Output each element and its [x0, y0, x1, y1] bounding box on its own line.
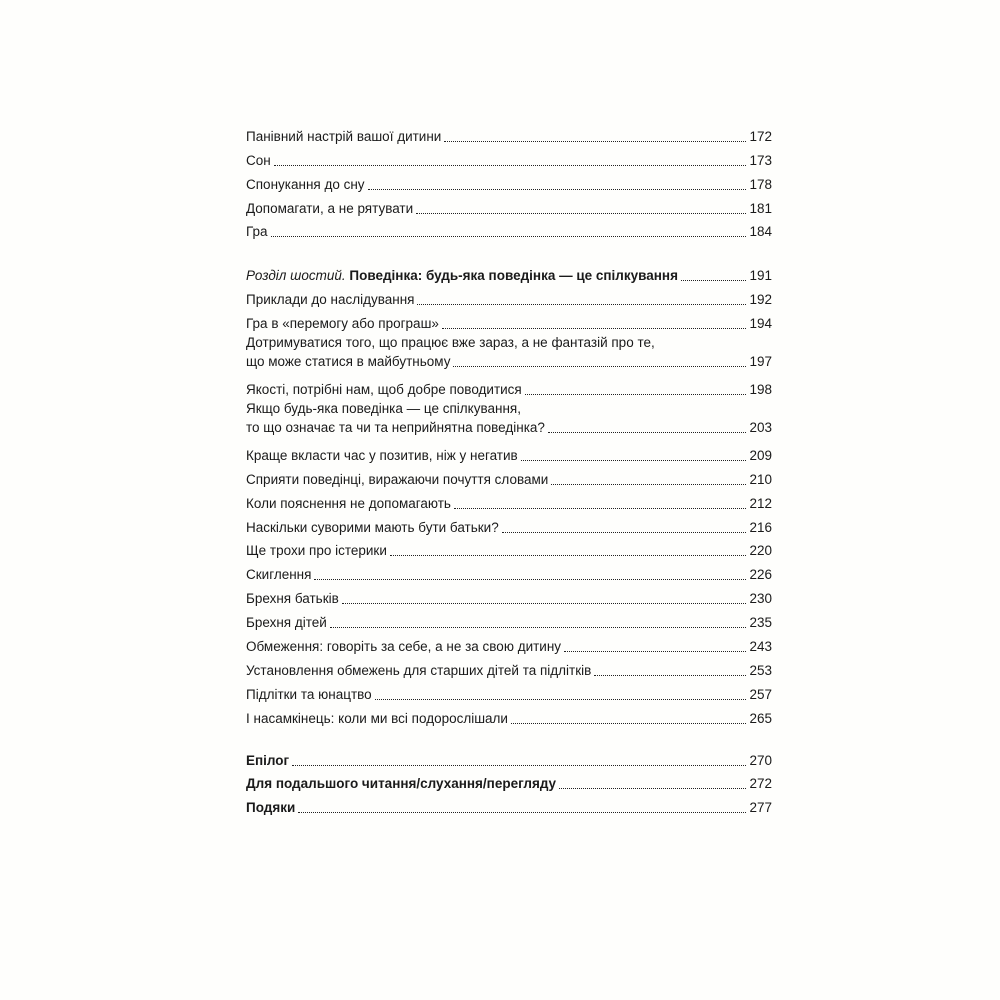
toc-entry-title: Приклади до наслідування [246, 292, 415, 308]
toc-chapter-heading [246, 261, 772, 285]
toc-entry-page: 203 [749, 420, 772, 436]
toc-entry [246, 537, 772, 561]
toc-entry-title: Підлітки та юнацтво [246, 686, 372, 702]
toc-entry [246, 441, 772, 465]
toc-entry [246, 704, 772, 728]
toc-entry-page: 220 [749, 543, 772, 559]
dot-leader [521, 460, 747, 461]
toc-entry [246, 122, 772, 146]
toc-entry-title: Панівний настрій вашої дитини [246, 128, 442, 144]
dot-leader [314, 579, 746, 580]
dot-leader [453, 366, 746, 367]
toc-entry [246, 218, 772, 242]
toc-entry-page: 257 [749, 686, 772, 702]
toc-entry-page: 172 [749, 128, 772, 144]
toc-entry-title: Подяки [246, 800, 296, 816]
toc-entry [246, 399, 772, 441]
toc-entry [246, 375, 772, 399]
dot-leader [442, 328, 747, 329]
dot-leader [502, 532, 747, 533]
toc-entry-page: 270 [749, 752, 772, 768]
toc-entry-title: Сприяти поведінці, виражаючи почуття словами [246, 471, 549, 487]
toc-entry-title: Скиглення [246, 567, 312, 583]
toc-entry [246, 680, 772, 704]
dot-leader [454, 508, 747, 509]
toc-entry-page: 277 [749, 800, 772, 816]
dot-leader [551, 484, 746, 485]
toc-entry [246, 560, 772, 584]
toc-entry-page: 212 [749, 495, 772, 511]
toc-entry-title: Краще вкласти час у позитив, ніж у негатив [246, 447, 518, 463]
chapter-name: Поведінка: будь-яка поведінка — це спілкування [349, 268, 678, 284]
toc-entry-page: 243 [749, 639, 772, 655]
dot-leader [342, 603, 747, 604]
toc-entry [246, 656, 772, 680]
toc-entry-page: 197 [749, 354, 772, 370]
table-of-contents [246, 122, 772, 817]
toc-entry [246, 584, 772, 608]
toc-entry [246, 632, 772, 656]
toc-entry-title: Установлення обмежень для старших дітей та підлітків [246, 662, 592, 678]
dot-leader [594, 675, 746, 676]
toc-entry [246, 746, 772, 770]
toc-entry-page: 191 [749, 268, 772, 284]
section-gap [246, 241, 772, 261]
toc-entry-page: 178 [749, 176, 772, 192]
dot-leader [375, 699, 747, 700]
dot-leader [416, 213, 746, 214]
toc-entry-title: Брехня дітей [246, 615, 327, 631]
toc-entry-title: Наскільки суворими мають бути батьки? [246, 519, 499, 535]
toc-entry [246, 333, 772, 375]
dot-leader [511, 723, 746, 724]
toc-entry-title-line2: що може статися в майбутньому [246, 354, 451, 370]
toc-entry-page: 181 [749, 200, 772, 216]
toc-entry-title: І насамкінець: коли ми всі подорослішали [246, 710, 508, 726]
dot-leader [390, 555, 747, 556]
toc-entry-page: 226 [749, 567, 772, 583]
toc-entry [246, 170, 772, 194]
toc-entry-page: 253 [749, 662, 772, 678]
toc-entry-title-line2-row [246, 352, 772, 371]
toc-entry-title: Гра в «перемогу або програш» [246, 316, 439, 332]
toc-entry-title: Спонукання до сну [246, 176, 365, 192]
toc-entry [246, 285, 772, 309]
toc-entry-title: Ще трохи про істерики [246, 543, 387, 559]
chapter-prefix: Розділ шостий. [246, 268, 346, 284]
dot-leader [559, 788, 746, 789]
toc-entry-page: 230 [749, 591, 772, 607]
toc-entry-title: Сон [246, 152, 271, 168]
toc-entry [246, 465, 772, 489]
dot-leader [368, 189, 747, 190]
toc-entry [246, 146, 772, 170]
toc-entry-page: 198 [749, 382, 772, 398]
toc-entry-title-line1: Дотримуватися того, що працює вже зараз, а не фантазій про те, [246, 335, 655, 351]
dot-leader [274, 165, 747, 166]
toc-entry [246, 309, 772, 333]
toc-entry-page: 209 [749, 447, 772, 463]
dot-leader [330, 627, 747, 628]
toc-entry-title-line2-row [246, 418, 772, 437]
section-gap [246, 728, 772, 746]
toc-entry [246, 770, 772, 794]
toc-entry-page: 235 [749, 615, 772, 631]
toc-entry [246, 793, 772, 817]
toc-entry-title: Гра [246, 224, 268, 240]
toc-entry-title: Коли пояснення не допомагають [246, 495, 451, 511]
toc-entry-title: Обмеження: говоріть за себе, а не за свою дитину [246, 639, 562, 655]
dot-leader [417, 304, 746, 305]
toc-entry-page: 173 [749, 152, 772, 168]
toc-entry [246, 608, 772, 632]
toc-entry-title: Епілог [246, 752, 290, 768]
toc-entry-page: 210 [749, 471, 772, 487]
toc-entry-title: Брехня батьків [246, 591, 339, 607]
dot-leader [525, 394, 747, 395]
dot-leader [292, 765, 746, 766]
toc-entry-page: 216 [749, 519, 772, 535]
dot-leader [298, 812, 746, 813]
toc-entry [246, 194, 772, 218]
toc-entry [246, 489, 772, 513]
toc-entry-page: 192 [749, 292, 772, 308]
dot-leader [548, 432, 747, 433]
toc-entry-title-line1: Якщо будь-яка поведінка — це спілкування, [246, 401, 521, 417]
toc-entry-title: Якості, потрібні нам, щоб добре поводитися [246, 382, 522, 398]
toc-entry-title: Для подальшого читання/слухання/перегляду [246, 776, 557, 792]
toc-entry [246, 513, 772, 537]
toc-entry-page: 265 [749, 710, 772, 726]
toc-entry-page: 194 [749, 316, 772, 332]
dot-leader [564, 651, 746, 652]
dot-leader [444, 141, 746, 142]
toc-entry-title-line2: то що означає та чи та неприйнятна поведінка? [246, 420, 545, 436]
toc-entry-title: Допомагати, а не рятувати [246, 200, 414, 216]
toc-entry-page: 272 [749, 776, 772, 792]
chapter-title [246, 266, 678, 285]
dot-leader [681, 280, 747, 281]
dot-leader [271, 236, 747, 237]
toc-entry-page: 184 [749, 224, 772, 240]
